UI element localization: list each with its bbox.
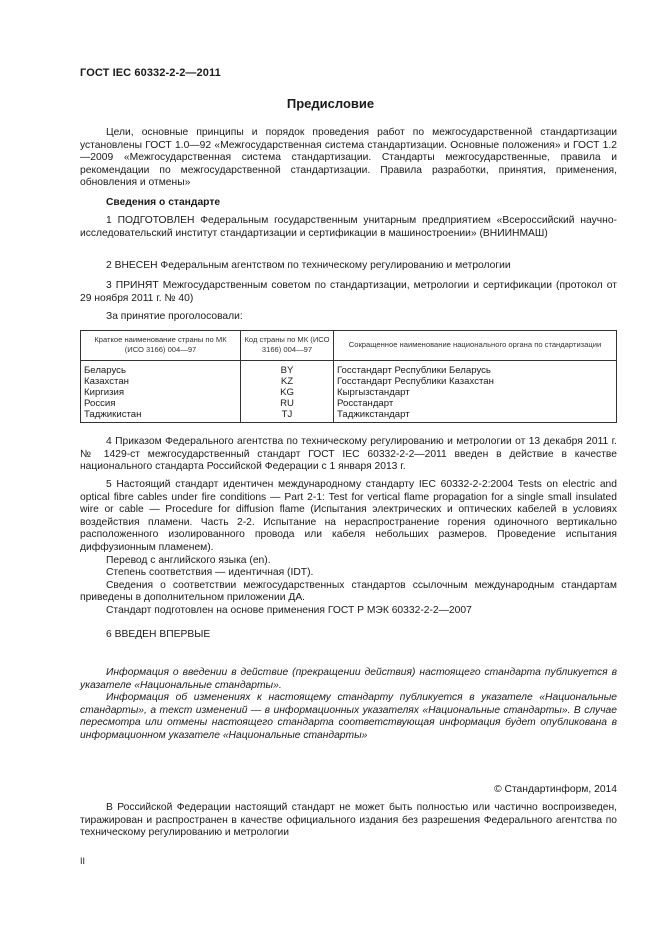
standard-code-header: ГОСТ IEC 60332-2-2—2011: [80, 67, 221, 79]
notices-block: [80, 667, 617, 743]
voting-table: [80, 330, 617, 423]
table-row: [81, 376, 617, 387]
cell-body: Госстандарт Республики Казахстан: [334, 376, 617, 387]
item-5-translation: Перевод с английского языка (en).: [106, 554, 271, 566]
cell-body: Госстандарт Республики Беларусь: [334, 361, 617, 377]
copyright-line: © Стандартинформ, 2014: [494, 784, 617, 795]
item-3: 3 ПРИНЯТ Межгосударственным советом по стандартизации, метрологии и сертификации (протокол от 29 ноября 2011 г. № 40): [80, 280, 617, 304]
cell-code: TJ: [241, 409, 334, 423]
item1-block: [80, 215, 617, 240]
voting-table-wrap: [80, 330, 617, 423]
cell-body: Росстандарт: [334, 398, 617, 409]
legal-notice: В Российской Федерации настоящий стандарт не может быть полностью или частично воспроизведен, тиражирован и распространен в качестве официального издания без разрешения Федерального агентства по техническому регулированию и метрологии: [80, 802, 617, 839]
item6-block: [80, 629, 617, 642]
item-4: 4 Приказом Федерального агентства по техническому регулированию и метрологии от 13 декабря 2011 г. № 1429-ст межгосударственный стандарт ГОСТ IEC 60332-2-2—2011 введен в действие в качестве национального стандарта Российской Федерации с 1 января 2013 г.: [80, 436, 617, 473]
legal-block: [80, 802, 617, 840]
cell-country: Таджикистан: [81, 409, 241, 423]
cell-country: Казахстан: [81, 376, 241, 387]
item-6: 6 ВВЕДЕН ВПЕРВЫЕ: [106, 629, 211, 640]
cell-country: Россия: [81, 398, 241, 409]
voted-block: [80, 311, 617, 324]
item4-block: [80, 436, 617, 474]
info-block: [80, 197, 617, 210]
intro-paragraph: Цели, основные принципы и порядок проведения работ по межгосударственной стандартизации установлены ГОСТ 1.0—92 «Межгосударственная система стандартизации. Основные положения» и ГОСТ 1.2—2009 «Межгосударственная система стандартизации. Стандарты межгосударственные, правила и рекомендации по межгосударственной стандартизации. Правила разработки, принятия, применения, обновления и отмены»: [80, 127, 617, 189]
table-row: [81, 361, 617, 377]
notice-changes: Информация об изменениях к настоящему стандарту публикуется в указателе «Национальные стандарты», а текст изменений — в информационных указателях «Национальные стандарты». В случае пересмотра или отмены настоящего стандарта соответствующая информация будет опубликована в информационном указателе «Национальные стандарты»: [80, 692, 617, 741]
table-row: [81, 398, 617, 409]
header-code: Код страны по МК (ИСО 3166) 004—97: [241, 331, 334, 361]
header-body: Сокращенное наименование национального органа по стандартизации: [334, 331, 617, 361]
item-1: 1 ПОДГОТОВЛЕН Федеральным государственным унитарным предприятием «Всероссийский научно-исследовательский институт стандартизации и сертификации в машиностроении» (ВНИИНМАШ): [80, 215, 617, 239]
cell-code: KG: [241, 387, 334, 398]
item-5-degree: Степень соответствия — идентичная (IDT).: [106, 567, 314, 579]
item3-block: [80, 280, 617, 305]
item-5: 5 Настоящий стандарт идентичен международному стандарту IEC 60332-2-2:2004 Tests on electric and optical fibre cables under fire conditions — Part 2-1: Test for vertical flame propagation for a single small insulated wire or cable — Procedure for diffusion flame (Испытания электрических и оптических кабелей в условиях воздействия пламени. Часть 2-2. Испытание на нераспространение горения одиночного вертикально расположенного изолированного провода или кабеля небольших размеров. Проведение испытания диффузионным пламенем).: [80, 479, 617, 553]
cell-country: Беларусь: [81, 361, 241, 377]
page-number: II: [80, 856, 86, 866]
cell-code: BY: [241, 361, 334, 377]
cell-body: Таджикстандарт: [334, 409, 617, 423]
item-2: 2 ВНЕСЕН Федеральным агентством по техническому регулированию и метрологии: [106, 260, 511, 271]
item-5-prepared: Стандарт подготовлен на основе применения ГОСТ Р МЭК 60332-2-2—2007: [106, 604, 472, 616]
intro-block: [80, 127, 617, 190]
item-5-refs: Сведения о соответствии межгосударственных стандартов ссылочным международным стандартам приведены в дополнительном приложении ДА.: [80, 579, 617, 604]
page-title: Предисловие: [286, 96, 375, 111]
cell-code: KZ: [241, 376, 334, 387]
voted-label: За принятие проголосовали:: [106, 311, 243, 322]
cell-body: Кыргызстандарт: [334, 387, 617, 398]
table-header-row: [81, 331, 617, 361]
info-heading: Сведения о стандарте: [106, 197, 221, 208]
item5-block: [80, 479, 617, 618]
cell-code: RU: [241, 398, 334, 409]
table-row: [81, 387, 617, 398]
header-country: Краткое наименование страны по МК (ИСО 3166) 004—97: [81, 331, 241, 361]
table-row: [81, 409, 617, 423]
item2-block: [80, 260, 617, 273]
cell-country: Киргизия: [81, 387, 241, 398]
notice-effective: Информация о введении в действие (прекращении действия) настоящего стандарта публикуется в указателе «Национальные стандарты».: [80, 667, 617, 691]
